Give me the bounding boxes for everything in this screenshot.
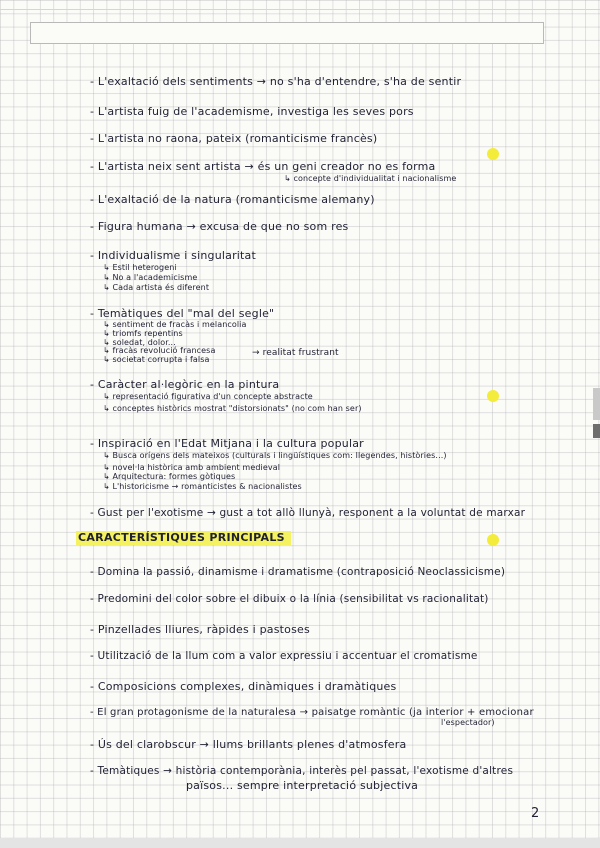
note-subline: ↳ triomfs repentins	[103, 329, 183, 338]
characteristic-line: - Temàtiques → història contemporània, interès pel passat, l'exotisme d'altres	[90, 765, 514, 777]
note-line: - Caràcter al·legòric en la pintura	[90, 378, 280, 391]
note-line: - Figura humana → excusa de que no som res	[90, 220, 349, 233]
characteristic-line: - Predomini del color sobre el dibuix o la línia (sensibilitat vs racionalitat)	[90, 593, 489, 605]
note-subline: ↳ sentiment de fracàs i melancolia	[103, 320, 247, 329]
note-line: - L'artista fuig de l'academisme, investiga les seves pors	[90, 105, 414, 118]
characteristic-line: - Composicions complexes, dinàmiques i dramàtiques	[90, 680, 397, 693]
characteristic-line: - Domina la passió, dinamisme i dramatisme (contraposició Neoclassicisme)	[90, 566, 506, 578]
edge-tab	[593, 388, 600, 420]
note-line: - L'exaltació dels sentiments → no s'ha d'entendre, s'ha de sentir	[90, 75, 462, 88]
marker-dot	[487, 534, 499, 546]
note-subline: ↳ novel·la històrica amb ambient medieval	[103, 463, 281, 472]
page-number: 2	[531, 806, 540, 821]
note-line: - L'artista neix sent artista → és un geni creador no es forma	[90, 160, 436, 173]
characteristic-line: - Utilització de la llum com a valor expressiu i accentuar el cromatisme	[90, 650, 478, 662]
characteristic-line: països... sempre interpretació subjectiva	[186, 779, 419, 792]
edge-tab	[593, 424, 600, 438]
note-subline: ↳ representació figurativa d'un concepte abstracte	[103, 392, 313, 401]
note-subline: ↳ Estil heterogeni	[103, 263, 177, 272]
characteristic-line: - Pinzellades lliures, ràpides i pastoses	[90, 623, 310, 636]
note-subline: ↳ Cada artista és diferent	[103, 283, 210, 292]
note-subline: ↳ Busca orígens dels mateixos (culturals i lingüístiques com: llegendes, històries...)	[103, 451, 447, 460]
note-line: - Temàtiques del "mal del segle"	[90, 307, 275, 320]
header-box	[30, 22, 544, 44]
note-subline: ↳ Arquitectura: formes gòtiques	[103, 472, 236, 481]
characteristic-line: - Ús del clarobscur → llums brillants plenes d'atmosfera	[90, 738, 407, 751]
characteristic-line: - El gran protagonisme de la naturalesa → paisatge romàntic (ja interior + emocionar	[90, 707, 534, 718]
characteristic-subline: l'espectador)	[441, 718, 495, 727]
top-rule	[0, 9, 600, 10]
marker-dot	[487, 148, 499, 160]
note-line: - Gust per l'exotisme → gust a tot allò llunyà, responent a la voluntat de marxar	[90, 507, 526, 519]
marker-dot	[487, 390, 499, 402]
note-subline: ↳ concepte d'individualitat i nacionalisme	[284, 174, 457, 183]
bottom-edge	[0, 838, 600, 848]
note-subline: ↳ L'historicisme → romanticistes & nacionalistes	[103, 482, 302, 491]
note-subline: ↳ societat corrupta i falsa	[103, 355, 210, 364]
note-subline: → realitat frustrant	[252, 348, 339, 358]
note-line: - Individualisme i singularitat	[90, 249, 257, 262]
note-line: - L'artista no raona, pateix (romanticisme francès)	[90, 132, 378, 145]
note-line: - Inspiració en l'Edat Mitjana i la cultura popular	[90, 437, 364, 450]
section-heading: CARACTERÍSTIQUES PRINCIPALS	[76, 531, 291, 545]
note-subline: ↳ fracàs revolució francesa	[103, 346, 216, 355]
note-subline: ↳ conceptes històrics mostrat "distorsionats" (no com han ser)	[103, 404, 362, 413]
note-subline: ↳ No a l'academicisme	[103, 273, 198, 282]
note-subline: ↳ soledat, dolor...	[103, 338, 176, 347]
note-line: - L'exaltació de la natura (romanticisme alemany)	[90, 193, 375, 206]
